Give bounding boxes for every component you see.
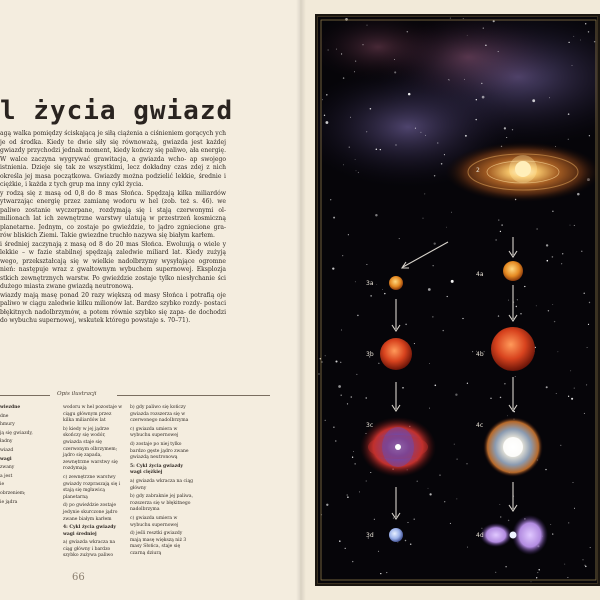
paragraph: agą walka pomiędzy ściskającą je siłą ciążenia a ciśnieniem gorących ych je od środka. Kiedy te dwie siły się równoważą, gwiazda jest każdej gwiazdy przychodzi jednak moment, kiedy kończy się paliwo, ała energię. W walce zaczyna wygrywać grawitacja, a gwiazda wcho- ap swojego istnienia. Dzieje się tak ze wszystkimi, lecz dokładny czas zdej z nich określa jej masa początkowa. Gwiazdy można podzielić lekkie, średnie i ciężkie, i każda z tych grup ma inny cykl życia.: [0, 130, 226, 188]
background-star: [500, 516, 501, 517]
background-star: [485, 45, 486, 46]
background-star: [326, 94, 328, 96]
background-star: [346, 494, 348, 496]
background-star: [594, 41, 595, 42]
legend-item: b) gdy paliwo się kończy gwiazda rozszerza się w czerwonego nadolbrzyma: [130, 405, 189, 424]
background-star: [552, 211, 553, 212]
background-star: [467, 35, 468, 36]
legend-item: wiezdne: [0, 405, 21, 410]
background-star: [378, 551, 379, 552]
background-star: [464, 79, 465, 80]
background-star: [324, 115, 325, 116]
background-star: [342, 255, 343, 256]
background-star: [548, 310, 549, 311]
background-star: [399, 238, 400, 239]
background-star: [567, 577, 568, 578]
background-star: [552, 533, 553, 534]
background-star: [345, 18, 348, 21]
background-star: [589, 135, 590, 136]
background-star: [432, 316, 433, 317]
background-star: [343, 77, 344, 78]
background-star: [552, 256, 554, 258]
background-star: [508, 520, 510, 522]
background-star: [394, 71, 396, 73]
background-star: [472, 351, 473, 352]
background-star: [451, 280, 454, 283]
background-star: [574, 388, 575, 389]
background-star: [536, 305, 537, 306]
background-star: [345, 548, 346, 549]
background-star: [370, 108, 372, 110]
background-star: [439, 474, 440, 475]
background-star: [476, 99, 477, 100]
background-star: [376, 149, 378, 151]
background-star: [513, 411, 514, 412]
background-star: [325, 355, 326, 356]
background-star: [568, 522, 569, 523]
background-star: [355, 463, 356, 464]
background-star: [437, 142, 438, 143]
background-star: [444, 501, 445, 502]
background-star: [588, 31, 589, 32]
legend-item: ie jądra: [0, 499, 18, 505]
background-star: [359, 491, 360, 492]
background-star: [322, 99, 323, 100]
background-star: [380, 149, 381, 150]
background-star: [338, 385, 341, 388]
background-star: [481, 528, 482, 529]
background-star: [508, 300, 509, 301]
background-star: [585, 566, 587, 568]
background-star: [462, 318, 463, 319]
background-star: [574, 508, 575, 509]
legend-item: zwany: [0, 465, 15, 471]
background-star: [353, 451, 354, 452]
background-star: [588, 324, 589, 325]
background-star: [328, 50, 329, 51]
background-star: [321, 361, 322, 362]
background-star: [545, 469, 546, 470]
background-star: [415, 128, 416, 129]
background-star: [531, 581, 532, 582]
background-star: [562, 253, 563, 254]
legend-item: d) po gwieździe zostaje jedynie skurczone jądro zwane białym karłem: [63, 503, 118, 522]
page-title: l życia gwiazd: [0, 96, 234, 126]
background-star: [450, 18, 451, 19]
label-3d: 3d: [366, 532, 374, 539]
background-star: [572, 65, 573, 66]
body-text: [0, 130, 226, 326]
background-star: [347, 496, 349, 498]
background-star: [499, 504, 500, 505]
background-star: [429, 408, 430, 409]
red-giant: [380, 338, 412, 370]
legend-item: b) gdy zabraknie jej paliwa, rozszerza się w błękitnego nadolbrzyma: [130, 494, 194, 513]
background-star: [441, 163, 443, 165]
background-star: [448, 79, 449, 80]
background-star: [330, 199, 331, 200]
background-star: [501, 224, 502, 225]
background-star: [482, 96, 485, 99]
label-disk: 2: [476, 167, 480, 174]
divider: [0, 395, 50, 396]
background-star: [481, 83, 482, 84]
legend-column-2: [63, 405, 123, 562]
background-star: [524, 286, 525, 287]
background-star: [467, 547, 468, 548]
background-star: [561, 263, 562, 264]
background-star: [407, 31, 408, 32]
legend-item: dne: [0, 413, 9, 419]
background-star: [336, 49, 337, 50]
background-star: [429, 493, 431, 495]
paragraph: y rodzą się z masą od 0,8 do 8 mas Słońca. Spędzają kilka miliardów ytwarzając energię przez zamianę wodoru w hel (zob. też s. 46). we paliwo zostanie wyczerpane, rozdymają się i stają czerwonymi ol- milionach lat ich zewnętrzne warstwy ulatują w przestrzeń kosmiczną planetarne. Jednym, co zostaje po gwieździe, to jądro zgniecione gra- rów bliskich Ziemi. Takie gwiezdne truchło nazywa się białym karłem.: [0, 189, 226, 239]
background-star: [500, 231, 501, 232]
background-star: [538, 569, 539, 570]
background-star: [574, 225, 575, 226]
background-star: [467, 383, 468, 384]
background-star: [376, 284, 377, 285]
legend-item: wagi: [0, 456, 12, 462]
background-star: [500, 397, 502, 399]
background-star: [498, 51, 499, 52]
background-star: [326, 504, 328, 506]
background-star: [558, 351, 559, 352]
legend-item: ie: [0, 482, 5, 488]
label-4d: 4d: [476, 532, 484, 539]
background-star: [552, 304, 553, 305]
background-star: [450, 523, 451, 524]
background-star: [333, 217, 335, 219]
background-star: [582, 559, 583, 560]
background-star: [556, 393, 557, 394]
background-star: [573, 482, 574, 483]
background-star: [536, 228, 537, 229]
background-star: [585, 565, 586, 566]
background-star: [429, 363, 430, 364]
background-star: [507, 415, 508, 416]
book-gutter: [296, 0, 306, 600]
legend-header: [0, 391, 270, 401]
background-star: [504, 383, 505, 384]
background-star: [414, 343, 415, 344]
background-star: [417, 481, 418, 482]
background-star: [495, 572, 496, 573]
background-star: [466, 463, 467, 464]
background-star: [428, 288, 431, 291]
label-3b: 3b: [366, 351, 374, 358]
background-star: [341, 53, 342, 54]
legend-item: ją się gwiazdy,: [0, 430, 33, 436]
background-star: [456, 458, 457, 459]
background-star: [433, 265, 434, 266]
background-star: [586, 384, 587, 385]
background-star: [568, 42, 569, 43]
background-star: [517, 299, 518, 300]
background-star: [319, 374, 320, 375]
background-star: [490, 398, 491, 399]
background-star: [512, 129, 513, 130]
label-3a: 3a: [366, 280, 374, 287]
paragraph: i średniej zaczynają z masą od 8 do 20 mas Słońca. Ewoluują o wiele y lekkie – w fazie stabilnej spędzają zaledwie miliard lat. Kiedy zużyją wego, przekształcają się w wielkie nadolbrzymy wysyłające ogromne nień: następuje wraz z gwałtownym wybuchem supernowej. Eksplozja stkich zewnętrznych warstw. Po gwieździe zostaje tylko niesłychanie ści dużego miasta zwane gwiazdą neutronową.: [0, 240, 226, 290]
page-number: 66: [72, 572, 85, 583]
legend-item: c) gwiazda umiera w wybuchu supernowej: [130, 515, 179, 528]
legend-column-1: [0, 405, 62, 508]
background-star: [568, 396, 569, 397]
background-star: [405, 324, 406, 325]
background-star: [504, 127, 506, 129]
background-star: [354, 71, 355, 72]
background-star: [434, 175, 435, 176]
background-star: [333, 426, 334, 427]
background-star: [408, 93, 411, 96]
background-star: [475, 119, 476, 120]
background-star: [395, 144, 396, 145]
label-3c: 3c: [366, 422, 374, 429]
legend-item: a) gwiazda wkracza na ciąg główny i bardzo szybko zużywa paliwo: [63, 540, 116, 559]
background-star: [532, 99, 535, 102]
background-star: [434, 242, 436, 244]
background-star: [394, 59, 395, 60]
background-star: [465, 135, 467, 137]
background-star: [366, 397, 367, 398]
label-4a: 4a: [476, 271, 484, 278]
background-star: [332, 267, 334, 269]
background-star: [505, 566, 506, 567]
background-star: [585, 23, 586, 24]
background-star: [366, 131, 367, 132]
background-star: [405, 540, 407, 542]
background-star: [520, 313, 521, 314]
background-star: [374, 519, 375, 520]
protostellar-disk: [445, 142, 597, 202]
background-star: [550, 524, 551, 525]
background-star: [444, 154, 445, 155]
background-star: [498, 315, 499, 316]
background-star: [382, 289, 383, 290]
background-star: [463, 18, 464, 19]
background-star: [428, 488, 429, 489]
legend-item: c) gwiazda umiera w wybuchu supernowej: [130, 426, 179, 439]
background-star: [590, 547, 591, 548]
background-star: [435, 385, 437, 387]
background-star: [386, 572, 387, 573]
background-star: [546, 386, 548, 388]
background-star: [546, 244, 548, 246]
legend-item: wodoru w hel pozostaje w ciągu głównym przez kilka miliardów lat: [63, 405, 123, 424]
background-star: [568, 113, 570, 115]
legend-item: a) gwiazda wkracza na ciąg główny: [130, 478, 194, 491]
background-star: [356, 374, 357, 375]
background-star: [366, 264, 367, 265]
legend-item: hmury: [0, 422, 15, 428]
background-star: [335, 440, 336, 441]
legend-item: b) kiedy w jej jądrze skończy się wodór, gwiazda staje się czerwonym olbrzymem; jądro się zapada, zewnętrzne warstwy się rozdymają: [63, 426, 118, 472]
white-dwarf: [389, 528, 403, 542]
background-star: [451, 212, 452, 213]
background-star: [420, 132, 421, 133]
legend-item: 5: Cykl życia gwiazdy wagi ciężkiej: [130, 463, 184, 476]
illustration-plate: [317, 16, 598, 584]
background-star: [378, 363, 379, 364]
background-star: [380, 573, 381, 574]
background-star: [366, 25, 367, 26]
background-star: [560, 445, 561, 446]
background-star: [347, 403, 348, 404]
background-star: [339, 540, 341, 542]
background-star: [340, 362, 341, 363]
background-star: [422, 218, 423, 219]
background-star: [356, 170, 357, 171]
legend-title: Opis ilustracji: [57, 391, 97, 397]
paragraph: wiazdy mają masę ponad 20 razy większą od masy Słońca i potrafią oje paliwo w ciągu zaledwie kilku milionów lat. Bardzo szybko rozdy- postaci błękitnych nadolbrzymów, a potem równie szybko się zapa- de dochodzi do wybuchu supernowej, wskutek którego powstaje s. 70–71).: [0, 291, 226, 324]
background-star: [362, 44, 363, 45]
background-star: [483, 27, 484, 28]
background-star: [570, 370, 571, 371]
background-star: [495, 239, 496, 240]
background-star: [536, 577, 537, 578]
background-star: [506, 137, 507, 138]
background-star: [410, 543, 411, 544]
background-star: [340, 395, 341, 396]
background-star: [455, 394, 457, 396]
background-star: [584, 293, 585, 294]
background-star: [443, 330, 444, 331]
background-star: [456, 498, 457, 499]
background-star: [352, 561, 353, 562]
background-star: [350, 117, 351, 118]
main-sequence-star: [389, 276, 403, 290]
legend-item: d) jeśli resztki gwiazdy mają masę większą niż 3 masy Słońca, staje się czarną dziurą: [130, 531, 187, 556]
background-star: [454, 444, 455, 445]
red-supergiant: [491, 327, 535, 371]
background-star: [358, 172, 359, 173]
background-star: [425, 135, 426, 136]
right-page: [300, 0, 600, 600]
background-star: [352, 457, 353, 458]
legend-column-3: [130, 405, 194, 559]
label-4b: 4b: [476, 351, 484, 358]
background-star: [325, 420, 326, 421]
divider: [117, 395, 270, 396]
background-star: [568, 139, 569, 140]
background-star: [397, 542, 398, 543]
background-star: [355, 61, 356, 62]
background-star: [537, 572, 538, 573]
background-star: [589, 302, 590, 303]
background-star: [547, 260, 549, 262]
main-sequence-star: [503, 261, 523, 281]
background-star: [580, 40, 581, 41]
background-star: [571, 398, 573, 400]
background-star: [355, 159, 356, 160]
background-star: [355, 281, 356, 282]
background-star: [498, 220, 499, 221]
background-star: [348, 234, 349, 235]
legend-item: 4: Cykl życia gwiazdy wagi średniej: [63, 525, 117, 537]
background-star: [587, 347, 588, 348]
background-star: [343, 164, 344, 165]
legend-item: obrzeniem;: [0, 490, 26, 496]
legend-item: d) zostaje po niej tylko bardzo gęste jądro zwane gwiazdą neutronową: [130, 441, 189, 461]
background-star: [446, 227, 447, 228]
background-star: [570, 225, 571, 226]
background-star: [335, 360, 337, 362]
background-star: [516, 306, 517, 307]
background-star: [370, 472, 371, 473]
background-star: [414, 519, 415, 520]
legend-item: a jest: [0, 473, 13, 479]
background-star: [357, 315, 359, 317]
background-star: [402, 387, 404, 389]
background-star: [581, 251, 582, 252]
background-star: [447, 296, 448, 297]
background-star: [549, 97, 550, 98]
background-star: [493, 20, 495, 22]
legend-item: c) zewnętrzne warstwy gwiazdy rozpraszają się i stają się mgławicą planetarną: [63, 474, 121, 500]
background-star: [407, 522, 408, 523]
background-star: [349, 147, 350, 148]
background-star: [449, 79, 450, 80]
legend-item: wiazd: [0, 447, 14, 453]
legend-item: ładny: [0, 439, 13, 445]
background-star: [584, 413, 585, 414]
background-star: [366, 480, 367, 481]
background-star: [370, 295, 371, 296]
background-star: [351, 396, 353, 398]
stellar-lifecycle-illustration: [318, 17, 597, 583]
background-star: [554, 321, 555, 322]
background-star: [515, 376, 516, 377]
background-star: [325, 121, 328, 124]
background-star: [375, 214, 377, 216]
background-star: [573, 36, 574, 37]
label-4c: 4c: [476, 422, 484, 429]
background-star: [341, 330, 342, 331]
background-star: [564, 564, 565, 565]
background-star: [384, 293, 385, 294]
background-star: [424, 193, 425, 194]
background-star: [393, 518, 394, 519]
